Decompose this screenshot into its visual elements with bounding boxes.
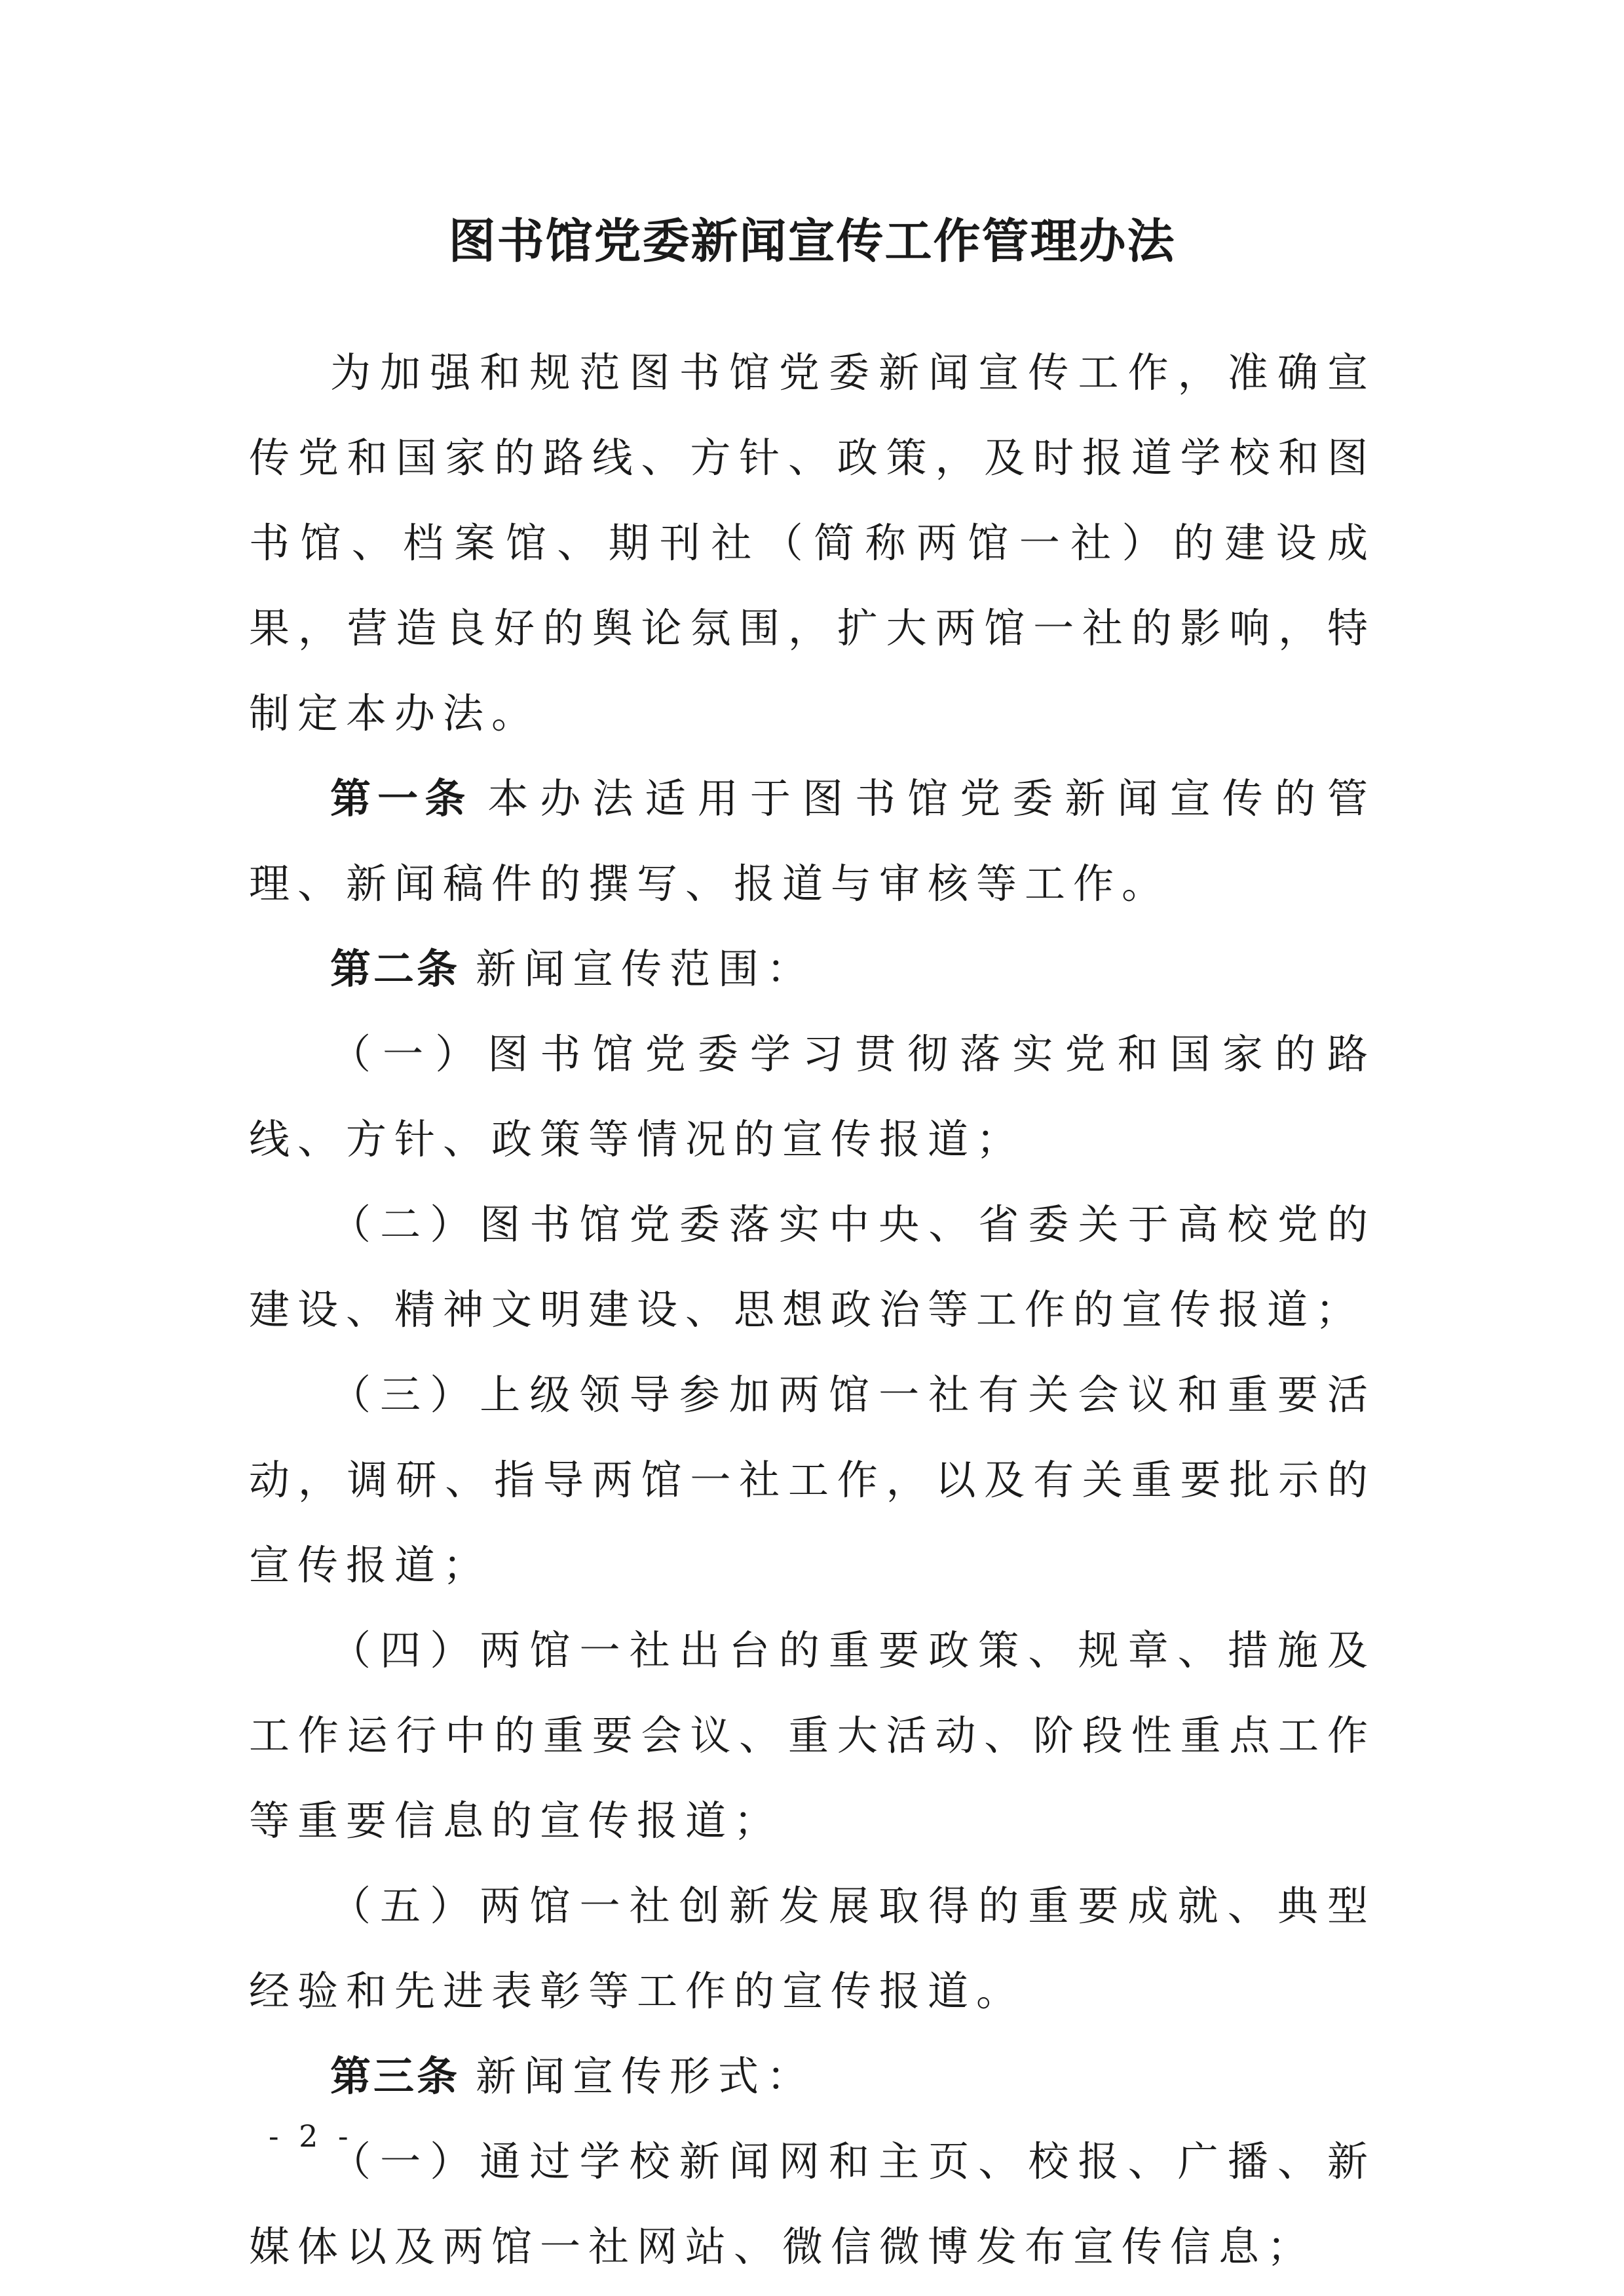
article-3-label: 第三条 xyxy=(330,2052,461,2100)
article-2-item-2: （二）图书馆党委落实中央、省委关于高校党的建设、精神文明建设、思想政治等工作的宣传报道； xyxy=(249,1200,1376,1333)
article-3-item-1: （一）通过学校新闻网和主页、校报、广播、新媒体以及两馆一社网站、微信微博发布宣传信息； xyxy=(249,2137,1376,2270)
article-1 xyxy=(249,756,1376,927)
article-1-text: 本办法适用于图书馆党委新闻宣传的管理、新闻稿件的撰写、报道与审核等工作。 xyxy=(249,775,1376,908)
article-2-item-4: （四）两馆一社出台的重要政策、规章、措施及工作运行中的重要会议、重大活动、阶段性重点工作等重要信息的宣传报道； xyxy=(249,1626,1376,1845)
article-1-label: 第一条 xyxy=(330,775,472,822)
article-2-item-1: （一）图书馆党委学习贯彻落实党和国家的路线、方针、政策等情况的宣传报道； xyxy=(249,1030,1376,1163)
article-2-label: 第二条 xyxy=(330,945,461,993)
intro-paragraph: 为加强和规范图书馆党委新闻宣传工作，准确宣传党和国家的路线、方针、政策，及时报道学校和图书馆、档案馆、期刊社（简称两馆一社）的建设成果，营造良好的舆论氛围，扩大两馆一社的影响，特制定本办法。 xyxy=(249,349,1376,737)
article-3 xyxy=(249,2034,1376,2119)
document-title: 图书馆党委新闻宣传工作管理办法 xyxy=(448,213,1176,269)
article-2-item-5: （五）两馆一社创新发展取得的重要成就、典型经验和先进表彰等工作的宣传报道。 xyxy=(249,1882,1376,2015)
article-3-text: 新闻宣传形式： xyxy=(476,2052,816,2100)
document-body xyxy=(249,330,1376,2289)
article-2-item-3: （三）上级领导参加两馆一社有关会议和重要活动，调研、指导两馆一社工作，以及有关重要批示的宣传报道； xyxy=(249,1371,1376,1589)
article-2-text: 新闻宣传范围： xyxy=(476,945,816,993)
page-number: - 2 - xyxy=(269,2118,354,2154)
article-2 xyxy=(249,927,1376,1012)
